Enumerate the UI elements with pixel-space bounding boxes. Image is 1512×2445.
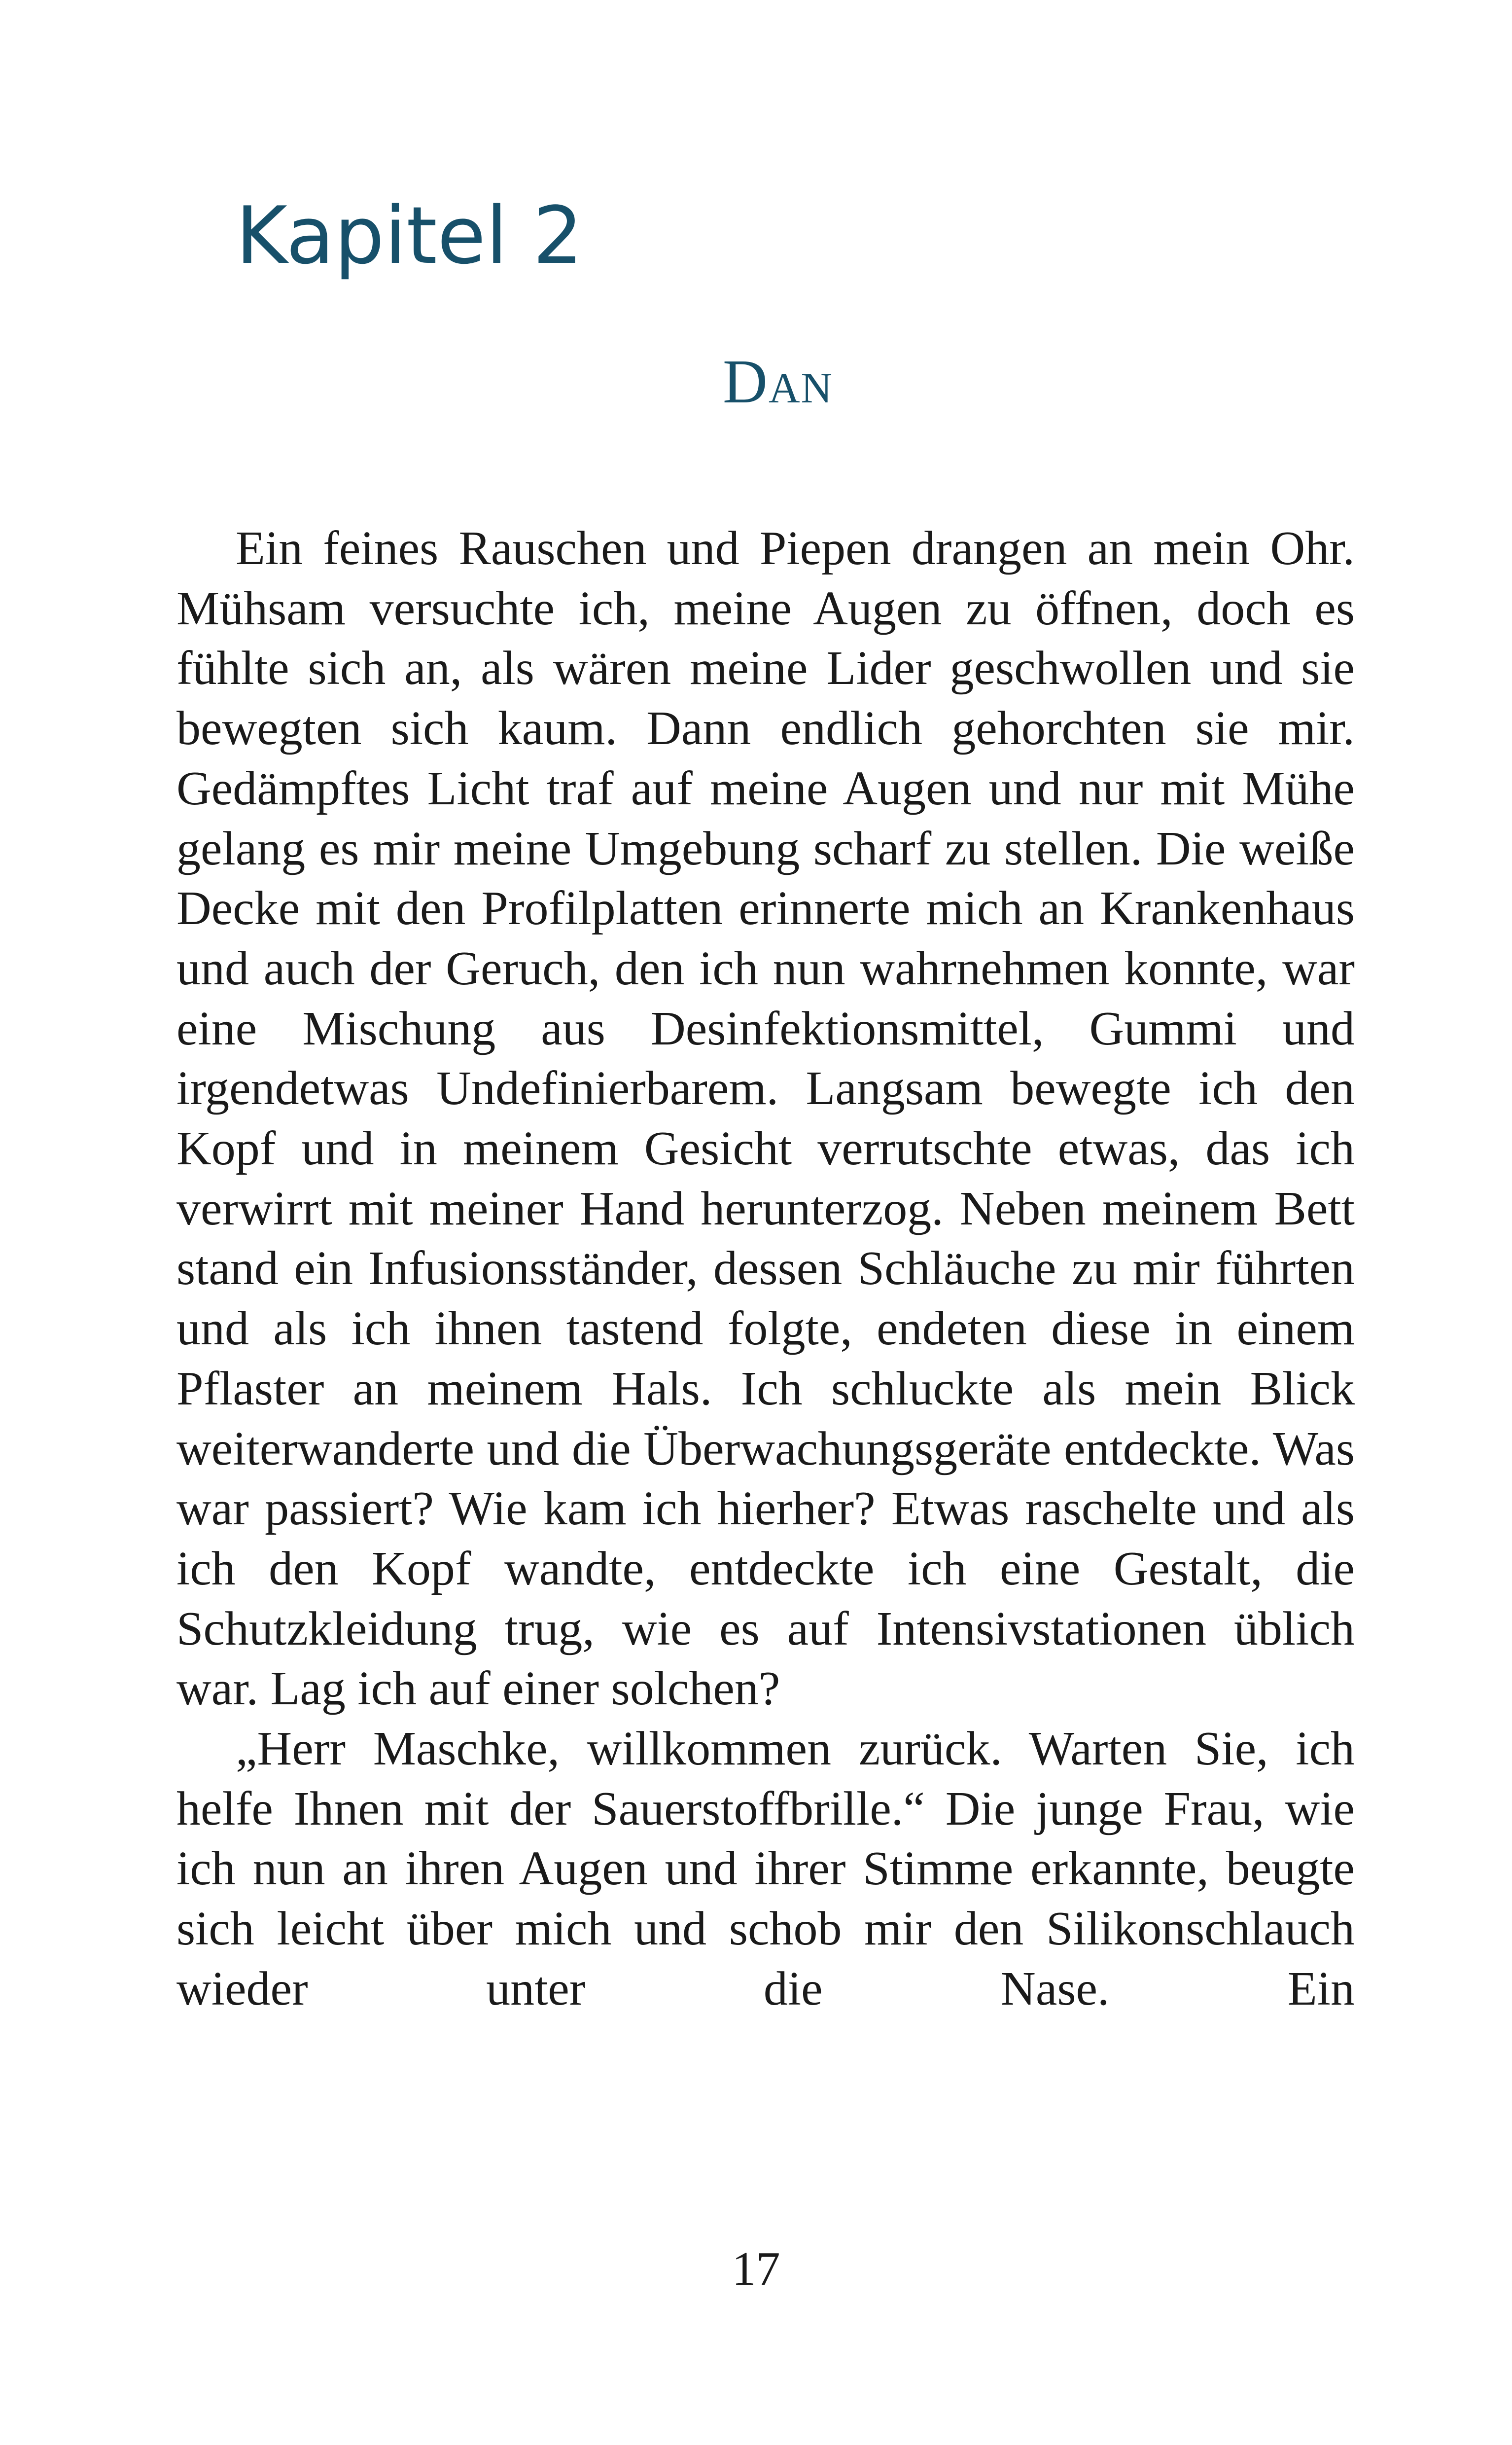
body-text (176, 519, 1355, 2019)
paragraph: „Herr Maschke, willkommen zurück. Warten Sie, ich helfe Ihnen mit der Sauerstoffbrille.“ Die junge Frau, wie ich nun an ihren Augen und ihrer Stimme erkannte, beugte sich leicht über mich und schob mir den Silikonschlauch wieder unter die Nase. Ein (176, 1722, 1355, 2015)
chapter-title: Kapitel 2 (236, 189, 583, 282)
page-number: 17 (732, 2242, 780, 2296)
paragraph: Ein feines Rauschen und Piepen drangen an mein Ohr. Mühsam versuchte ich, meine Augen zu öffnen, doch es fühlte sich an, als wären meine Lider geschwollen und sie bewegten sich kaum. Dann endlich gehorchten sie mir. Gedämpftes Licht traf auf meine Augen und nur mit Mühe gelang es mir meine Umgebung scharf zu stellen. Die weiße Decke mit den Profilplatten erinnerte mich an Krankenhaus und auch der Geruch, den ich nun wahrnehmen konnte, war eine Mischung aus Desinfektionsmittel, Gummi und irgendetwas Undefinierbarem. Langsam bewegte ich den Kopf und in meinem Gesicht verrutschte etwas, das ich verwirrt mit meiner Hand herunterzog. Neben meinem Bett stand ein Infusionsständer, dessen Schläuche zu mir führten und als ich ihnen tastend folgte, endeten diese in einem Pflaster an meinem Hals. Ich schluckte als mein Blick weiterwanderte und die Überwachungsgeräte entdeckte. Was war passiert? Wie kam ich hierher? Etwas raschelte und als ich den Kopf wandte, entdeckte ich eine Gestalt, die Schutzkleidung trug, wie es auf Intensivstationen üblich war. Lag ich auf einer solchen? (176, 522, 1355, 1716)
chapter-subtitle: Dan (723, 348, 834, 416)
